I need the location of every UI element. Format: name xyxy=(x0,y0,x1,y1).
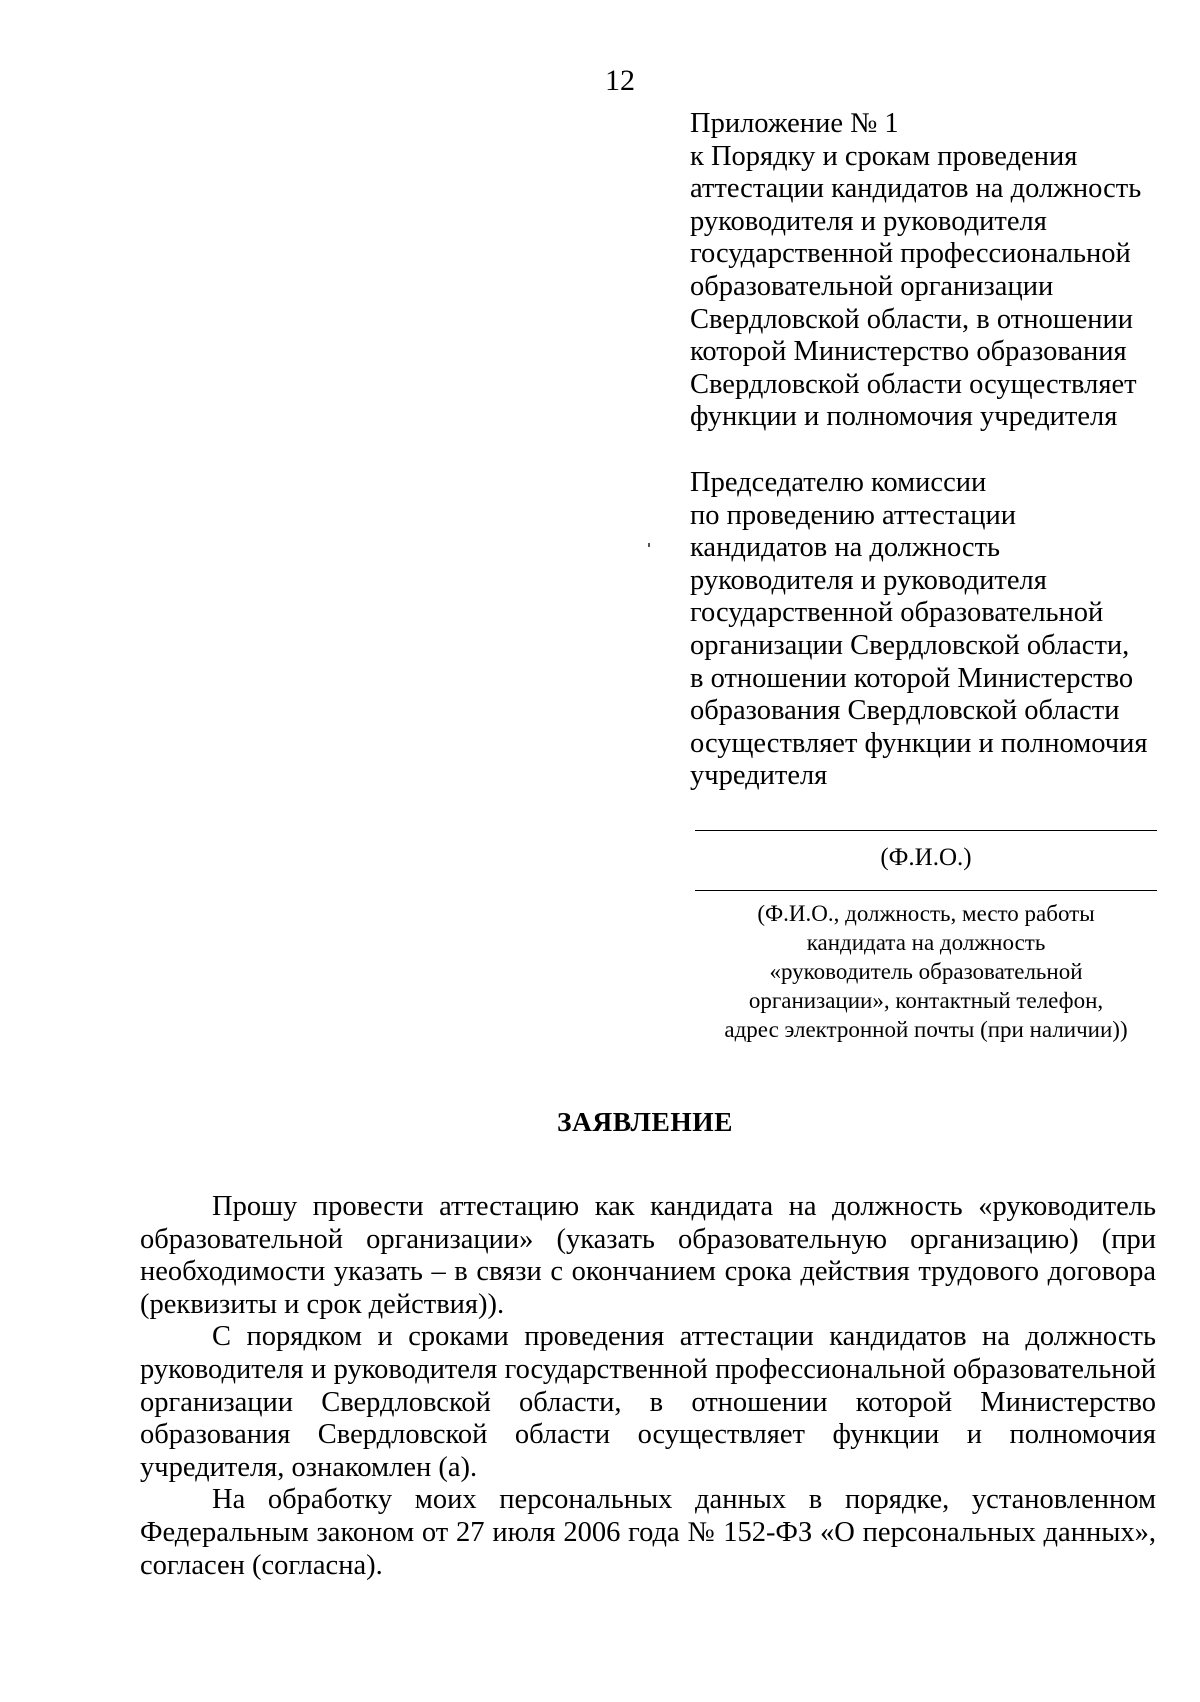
chairman-fio-blank-line xyxy=(695,830,1157,831)
appendix-line: которой Министерство образования xyxy=(690,336,1127,368)
candidate-caption-line: адрес электронной почты (при наличии)) xyxy=(724,1017,1128,1042)
candidate-caption-line: (Ф.И.О., должность, место работы xyxy=(757,901,1095,926)
appendix-line: функции и полномочия учредителя xyxy=(690,401,1118,433)
appendix-header xyxy=(690,108,1160,434)
statement-paragraph: Прошу провести аттестацию как кандидата на должность «руководитель образовательной организации» (указать образовательную организацию) (при необходимости указать – в связи с окончанием срока действия трудового договора (реквизиты и срок действия)). xyxy=(140,1191,1156,1320)
appendix-line: Свердловской области, в отношении xyxy=(690,303,1134,335)
appendix-line: Приложение № 1 xyxy=(690,108,899,139)
candidate-caption-line: организации», контактный телефон, xyxy=(748,988,1104,1013)
appendix-line: государственной профессиональной xyxy=(690,238,1131,270)
candidate-caption-line: кандидата на должность xyxy=(806,930,1046,955)
appendix-line: Свердловской области осуществляет xyxy=(690,368,1137,400)
statement-body xyxy=(140,1191,1156,1582)
candidate-info-blank-line xyxy=(695,890,1157,891)
addressee-line: учредителя xyxy=(690,760,828,792)
addressee-line: по проведению аттестации xyxy=(690,499,1017,531)
addressee-line: осуществляет функции и полномочия xyxy=(690,727,1148,759)
addressee-line: кандидатов на должность xyxy=(690,532,1001,564)
statement-paragraph: На обработку моих персональных данных в порядке, установленном Федеральным законом от 27 июля 2006 года № 152-ФЗ «О персональных данных», согласен (согласна). xyxy=(140,1484,1156,1581)
appendix-line: аттестации кандидатов на должность xyxy=(690,173,1142,205)
candidate-caption-line: «руководитель образовательной xyxy=(769,959,1083,984)
addressee-line: организации Свердловской области, xyxy=(690,629,1130,661)
document-title: ЗАЯВЛЕНИЕ xyxy=(557,1106,733,1137)
addressee-block xyxy=(690,467,1160,793)
appendix-line: руководителя и руководителя xyxy=(690,205,1047,237)
addressee-line: руководителя и руководителя xyxy=(690,564,1047,596)
candidate-info-caption xyxy=(695,899,1157,1044)
scan-speck xyxy=(648,543,650,547)
chairman-fio-caption: (Ф.И.О.) xyxy=(880,844,972,871)
addressee-line: образования Свердловской области xyxy=(690,695,1120,727)
addressee-line: в отношении которой Министерство xyxy=(690,662,1134,694)
addressee-line: государственной образовательной xyxy=(690,597,1104,629)
page-number: 12 xyxy=(605,64,635,97)
appendix-line: образовательной организации xyxy=(690,270,1054,302)
statement-paragraph: С порядком и сроками проведения аттестации кандидатов на должность руководителя и руководителя государственной профессиональной образовательной организации Свердловской области, в отношении которой Министерство образования Свердловской области осуществляет функции и полномочия учредителя, ознакомлен (а). xyxy=(140,1321,1156,1483)
appendix-line: к Порядку и срокам проведения xyxy=(690,140,1078,172)
addressee-line: Председателю комиссии xyxy=(690,467,987,498)
